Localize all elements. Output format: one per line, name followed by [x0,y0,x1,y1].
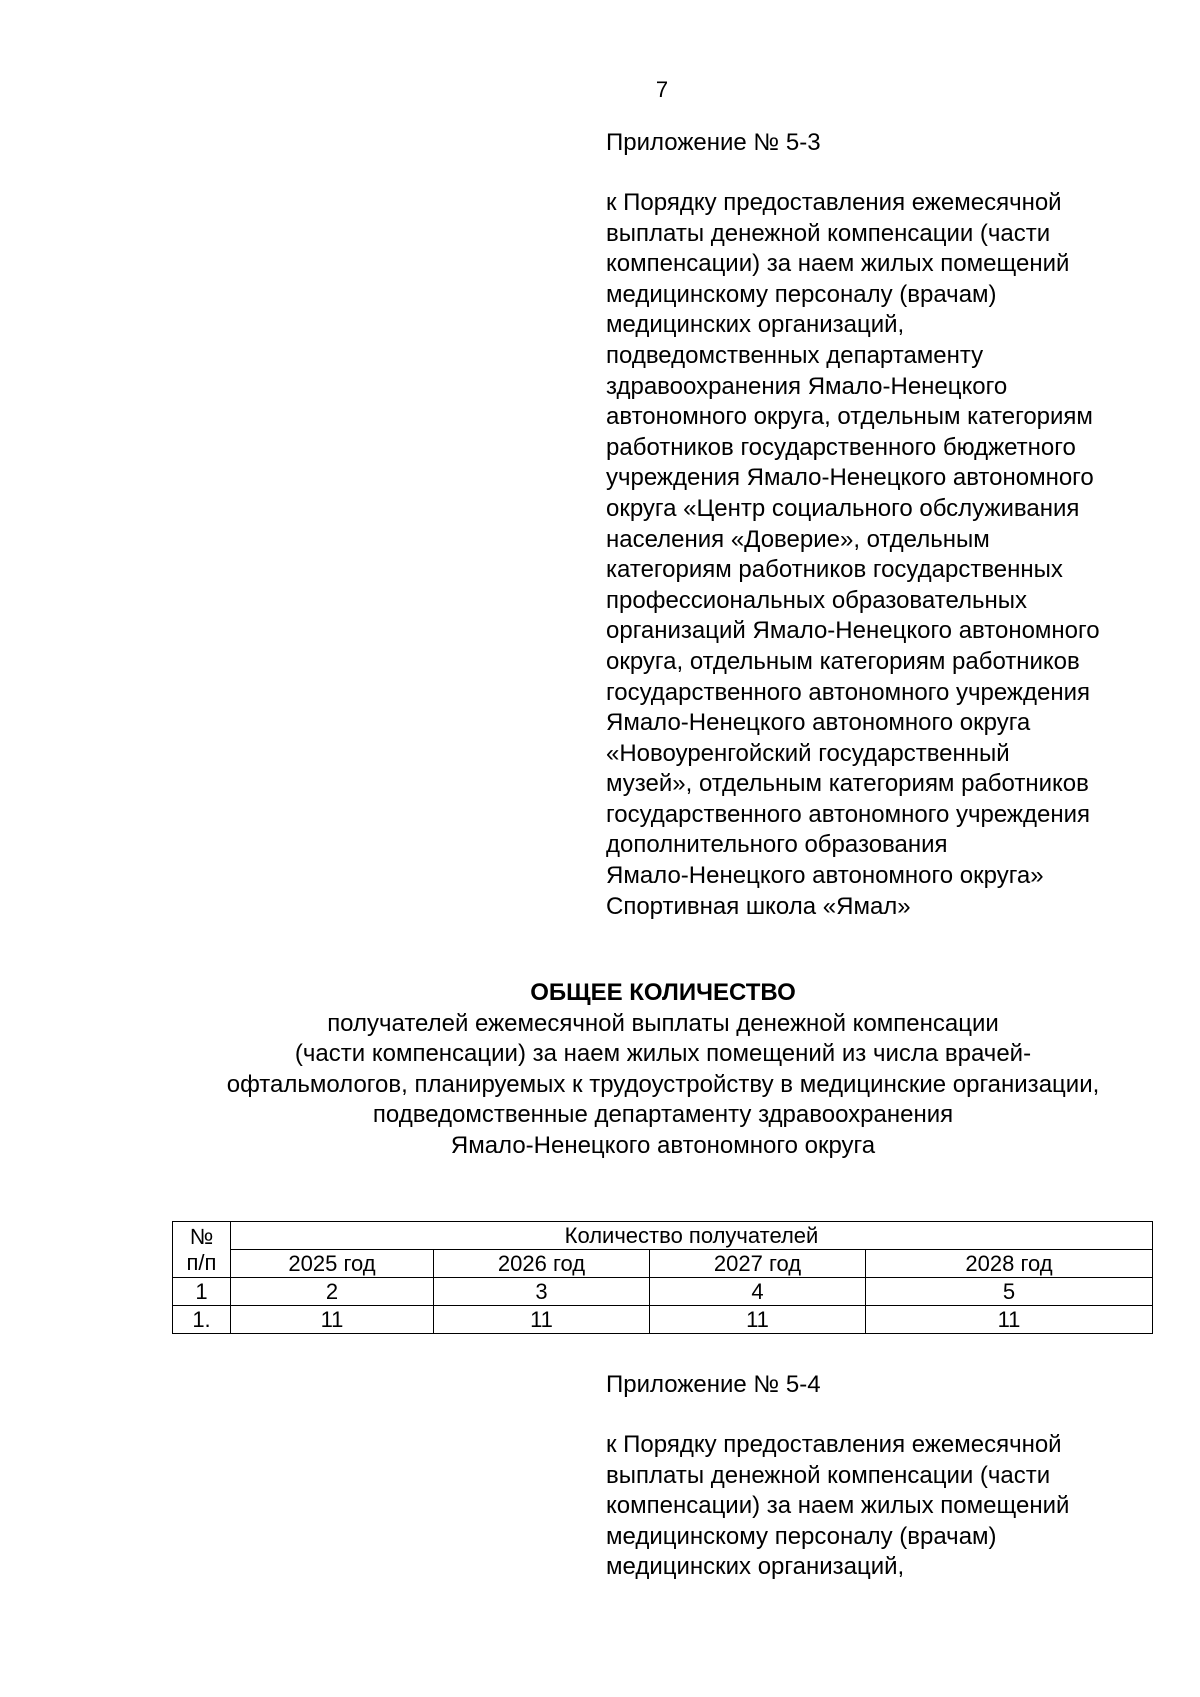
table-header-row [173,1250,1153,1278]
appendix-text-line: медицинскому персоналу (врачам) [606,280,997,308]
appendix-text-line: государственного автономного учреждения [606,678,1090,706]
table-cell: 11 [650,1306,866,1334]
appendix-text-line: выплаты денежной компенсации (части [606,1461,1051,1489]
table-cell: 11 [866,1306,1153,1334]
appendix-5-3-block [606,128,1166,922]
heading-subtitle-line: Ямало-Ненецкого автономного округа [450,1131,876,1159]
appendix-5-4-text [606,1430,1166,1583]
appendix-5-3-text [606,188,1166,922]
appendix-5-3-title: Приложение № 5-3 [606,129,821,156]
appendix-text-line: организаций Ямало-Ненецкого автономного [606,617,1100,645]
appendix-text-line: компенсации) за наем жилых помещений [606,250,1070,278]
column-header-number-line: п/п [186,1249,217,1275]
heading-title: ОБЩЕЕ КОЛИЧЕСТВО [530,979,796,1006]
appendix-text-line: компенсации) за наем жилых помещений [606,1492,1070,1520]
table-row [173,1306,1153,1334]
document-heading [140,978,1186,1161]
table-cell: 1. [173,1306,231,1334]
appendix-text-line: категориям работников государственных [606,556,1063,584]
appendix-text-line: Ямало-Ненецкого автономного округа» [606,862,1044,890]
table-cell: 11 [231,1306,434,1334]
column-header-number [173,1222,231,1278]
table-cell: 11 [434,1306,650,1334]
heading-subtitle-line: (части компенсации) за наем жилых помещений из числа врачей- [294,1040,1032,1067]
column-header-2025: 2025 год [231,1250,434,1278]
appendix-text-line: учреждения Ямало-Ненецкого автономного [606,464,1094,492]
column-header-number-line: № [189,1223,214,1249]
appendix-text-line: медицинских организаций, [606,311,905,339]
table-cell: 1 [173,1278,231,1306]
appendix-text-line: населения «Доверие», отдельным [606,525,990,553]
appendix-text-line: музей», отдельным категориям работников [606,770,1089,798]
page-number: 7 [655,77,669,102]
appendix-text-line: к Порядку предоставления ежемесячной [606,189,1062,216]
appendix-text-line: округа «Центр социального обслуживания [606,494,1080,522]
heading-subtitle-line: получателей ежемесячной выплаты денежной компенсации [327,1009,999,1037]
appendix-text-line: работников государственного бюджетного [606,433,1076,461]
appendix-text-line: округа, отдельным категориям работников [606,647,1080,675]
table-column-numbers-row [173,1278,1153,1306]
column-header-2027: 2027 год [650,1250,866,1278]
column-header-2026: 2026 год [434,1250,650,1278]
appendix-text-line: дополнительного образования [606,831,948,859]
heading-subtitle-line: подведомственные департаменту здравоохранения [372,1101,954,1128]
appendix-text-line: автономного округа, отдельным категориям [606,403,1093,431]
appendix-text-line: государственного автономного учреждения [606,800,1090,828]
appendix-text-line: подведомственных департаменту [606,341,984,369]
appendix-text-line: медицинскому персоналу (врачам) [606,1522,997,1550]
appendix-text-line: здравоохранения Ямало-Ненецкого [606,372,1008,400]
column-group-header-recipients: Количество получателей [231,1222,1153,1250]
appendix-text-line: к Порядку предоставления ежемесячной [606,1431,1062,1458]
appendix-text-line: «Новоуренгойский государственный [606,739,1010,767]
appendix-text-line: Ямало-Ненецкого автономного округа [606,709,1031,737]
table-header-row [173,1222,1153,1250]
heading-subtitle-line: офтальмологов, планируемых к трудоустройству в медицинские организации, [226,1070,1100,1098]
appendix-text-line: выплаты денежной компенсации (части [606,219,1051,247]
appendix-text-line: Спортивная школа «Ямал» [606,892,911,920]
appendix-text-line: профессиональных образовательных [606,586,1028,614]
column-header-2028: 2028 год [866,1250,1153,1278]
table-cell: 3 [434,1278,650,1306]
appendix-5-4-title: Приложение № 5-4 [606,1371,821,1398]
table-cell: 5 [866,1278,1153,1306]
recipients-table [172,1221,1153,1334]
table-cell: 2 [231,1278,434,1306]
table-cell: 4 [650,1278,866,1306]
appendix-text-line: медицинских организаций, [606,1553,905,1581]
appendix-5-4-block [606,1370,1166,1583]
